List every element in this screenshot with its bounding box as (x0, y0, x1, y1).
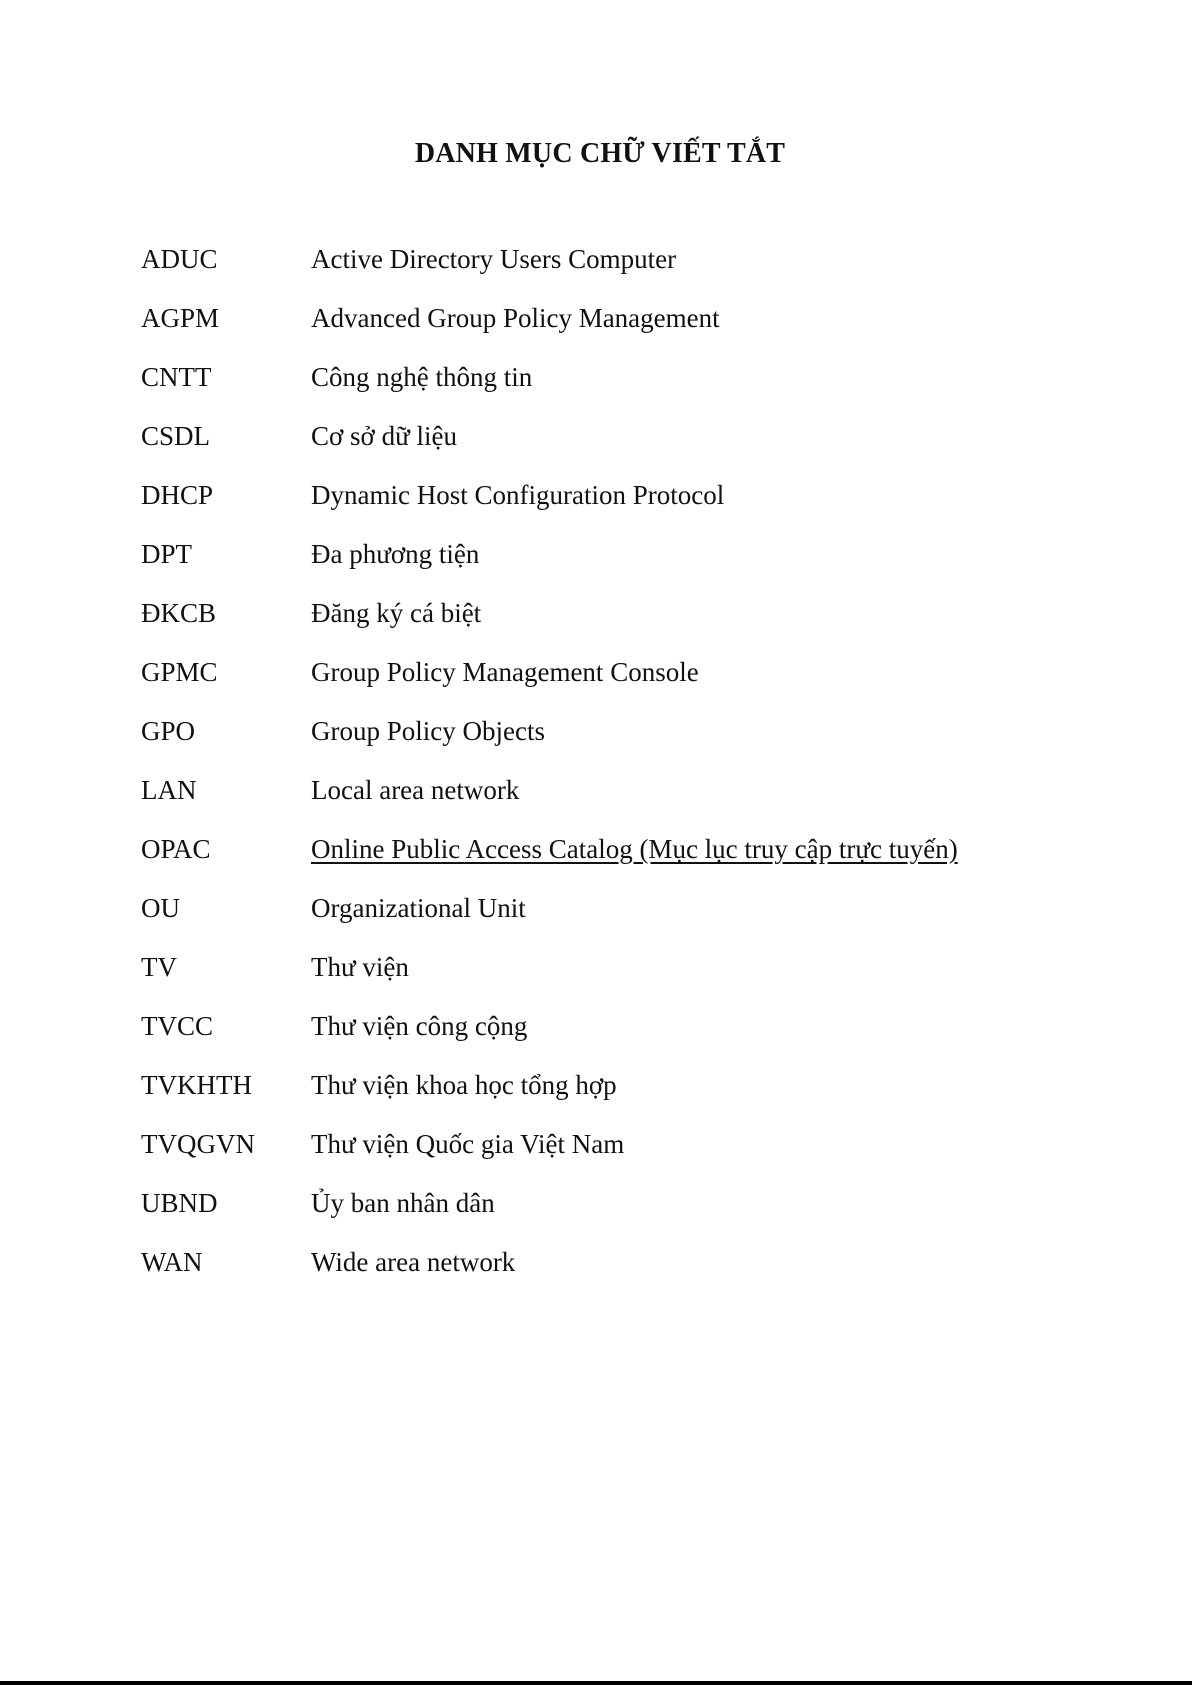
list-item (141, 419, 958, 478)
list-item (141, 714, 958, 773)
list-item (141, 655, 958, 714)
abbreviation-code: DPT (141, 539, 193, 569)
list-item (141, 596, 958, 655)
list-item (141, 832, 958, 891)
abbreviation-meaning: Công nghệ thông tin (311, 362, 533, 392)
abbreviation-code: TV (141, 952, 177, 982)
abbreviation-meaning: Active Directory Users Computer (311, 244, 677, 274)
list-item (141, 537, 958, 596)
abbreviation-meaning: Local area network (311, 775, 520, 805)
list-item (141, 301, 958, 360)
abbreviation-meaning: Đa phương tiện (311, 539, 480, 569)
abbreviation-meaning: Online Public Access Catalog (Mục lục truy cập trực tuyến) (311, 834, 958, 864)
abbreviation-meaning: Ủy ban nhân dân (311, 1188, 495, 1218)
page-title: DANH MỤC CHỮ VIẾT TẮT (414, 138, 786, 169)
abbreviation-code: GPMC (141, 657, 218, 687)
abbreviation-meaning: Wide area network (311, 1247, 516, 1277)
list-item (141, 773, 958, 832)
abbreviation-meaning: Organizational Unit (311, 893, 526, 923)
list-item (141, 1127, 958, 1186)
abbreviation-list (141, 242, 958, 1304)
abbreviation-code: TVQGVN (141, 1129, 255, 1159)
abbreviation-code: DHCP (141, 480, 214, 510)
abbreviation-code: UBND (141, 1188, 218, 1218)
abbreviation-meaning: Advanced Group Policy Management (311, 303, 720, 333)
list-item (141, 242, 958, 301)
abbreviation-meaning: Thư viện khoa học tổng hợp (311, 1070, 617, 1100)
abbreviation-meaning: Thư viện (311, 952, 409, 982)
abbreviation-code: TVKHTH (141, 1070, 252, 1100)
abbreviation-code: AGPM (141, 303, 220, 333)
list-item (141, 950, 958, 1009)
abbreviation-meaning: Dynamic Host Configuration Protocol (311, 480, 725, 510)
list-item (141, 1245, 958, 1304)
abbreviation-meaning: Thư viện công cộng (311, 1011, 528, 1041)
abbreviation-code: TVCC (141, 1011, 214, 1041)
abbreviation-meaning: Đăng ký cá biệt (311, 598, 482, 628)
list-item (141, 478, 958, 537)
list-item (141, 360, 958, 419)
abbreviation-code: CNTT (141, 362, 212, 392)
abbreviation-code: LAN (141, 775, 197, 805)
abbreviation-meaning: Cơ sở dữ liệu (311, 421, 457, 451)
abbreviation-meaning: Thư viện Quốc gia Việt Nam (311, 1129, 625, 1159)
list-item (141, 1009, 958, 1068)
abbreviation-code: CSDL (141, 421, 211, 451)
abbreviation-code: OU (141, 893, 180, 923)
page-bottom-rule (0, 1681, 1192, 1685)
abbreviation-code: OPAC (141, 834, 211, 864)
abbreviation-code: ĐKCB (141, 598, 217, 628)
abbreviation-meaning: Group Policy Management Console (311, 657, 699, 687)
list-item (141, 891, 958, 950)
abbreviation-code: GPO (141, 716, 196, 746)
abbreviation-code: ADUC (141, 244, 218, 274)
list-item (141, 1186, 958, 1245)
abbreviation-code: WAN (141, 1247, 203, 1277)
list-item (141, 1068, 958, 1127)
abbreviation-meaning: Group Policy Objects (311, 716, 545, 746)
